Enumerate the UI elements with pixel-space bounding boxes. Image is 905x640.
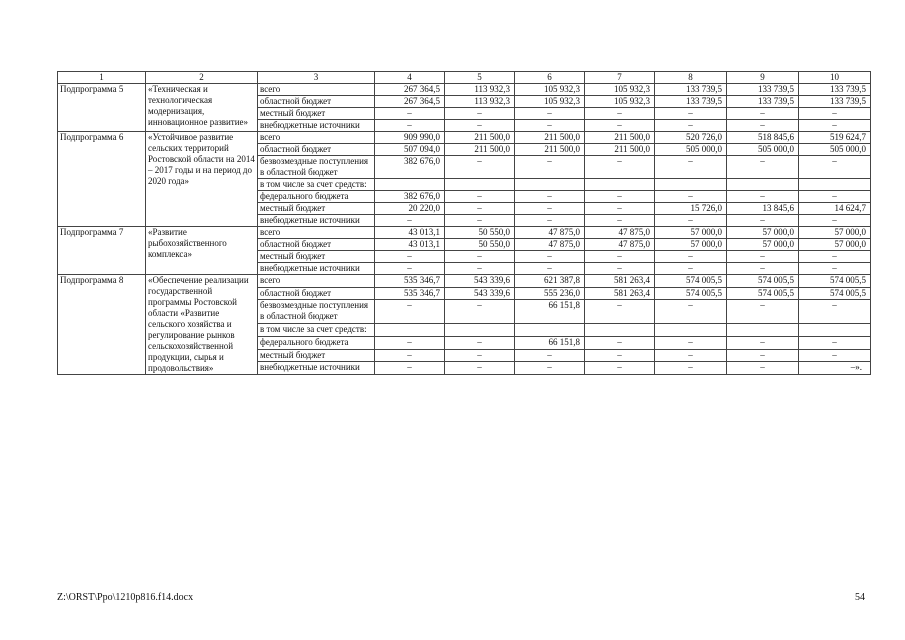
value-cell: –	[727, 263, 799, 275]
funding-source-label: местный бюджет	[258, 108, 375, 120]
value-cell: –	[585, 349, 655, 362]
value-cell: 267 364,5	[375, 84, 445, 96]
funding-source-label: в том числе за счет средств:	[258, 324, 375, 337]
value-cell: 574 005,5	[655, 287, 727, 300]
value-cell: –	[515, 263, 585, 275]
value-cell: –	[585, 156, 655, 179]
value-cell: 105 932,3	[585, 84, 655, 96]
funding-source-label: всего	[258, 132, 375, 144]
subprogram-name: «Техническая и технологическая модернизация, инновационное развитие»	[146, 84, 258, 132]
value-cell: –	[799, 251, 871, 263]
value-cell: 505 000,0	[799, 144, 871, 156]
funding-source-label: всего	[258, 275, 375, 288]
value-cell: –	[655, 263, 727, 275]
value-cell: 133 739,5	[799, 84, 871, 96]
value-cell: –	[515, 215, 585, 227]
subprogram-code: Подпрограмма 5	[58, 84, 146, 132]
funding-source-label: местный бюджет	[258, 349, 375, 362]
value-cell: –	[445, 251, 515, 263]
value-cell: –	[445, 349, 515, 362]
value-cell: 543 339,6	[445, 287, 515, 300]
value-cell: –	[445, 108, 515, 120]
funding-source-label: областной бюджет	[258, 287, 375, 300]
value-cell: 43 013,1	[375, 239, 445, 251]
funding-source-label: местный бюджет	[258, 251, 375, 263]
value-cell: 211 500,0	[445, 144, 515, 156]
value-cell: 57 000,0	[799, 239, 871, 251]
value-cell: 113 932,3	[445, 96, 515, 108]
value-cell: –	[727, 337, 799, 350]
value-cell	[799, 179, 871, 191]
column-header: 9	[727, 72, 799, 84]
funding-source-label: местный бюджет	[258, 203, 375, 215]
value-cell: 113 932,3	[445, 84, 515, 96]
value-cell: –	[799, 263, 871, 275]
value-cell: –	[375, 215, 445, 227]
value-cell: –	[515, 108, 585, 120]
value-cell: –	[515, 156, 585, 179]
funding-source-label: всего	[258, 227, 375, 239]
value-cell: 66 151,8	[515, 337, 585, 350]
value-cell: 555 236,0	[515, 287, 585, 300]
value-cell: –	[515, 362, 585, 375]
value-cell: –	[727, 108, 799, 120]
funding-source-label: безвозмездные поступления в областной бюджет	[258, 156, 375, 179]
value-cell: –	[445, 362, 515, 375]
value-cell: 20 220,0	[375, 203, 445, 215]
value-cell: –	[655, 300, 727, 324]
value-cell: –	[655, 349, 727, 362]
value-cell: –	[655, 156, 727, 179]
value-cell: –	[585, 108, 655, 120]
value-cell	[515, 179, 585, 191]
value-cell: –	[515, 251, 585, 263]
funding-source-label: федерального бюджета	[258, 337, 375, 350]
value-cell: 47 875,0	[515, 227, 585, 239]
value-cell	[585, 179, 655, 191]
funding-source-label: федерального бюджета	[258, 191, 375, 203]
value-cell: –	[799, 337, 871, 350]
table-body	[58, 72, 871, 375]
value-cell: –	[375, 300, 445, 324]
value-cell: –	[799, 349, 871, 362]
value-cell: 57 000,0	[799, 227, 871, 239]
value-cell: 574 005,5	[727, 275, 799, 288]
value-cell: –	[585, 300, 655, 324]
funding-source-label: внебюджетные источники	[258, 215, 375, 227]
subprogram-name: «Развитие рыбохозяйственного комплекса»	[146, 227, 258, 275]
value-cell	[515, 324, 585, 337]
value-cell: 519 624,7	[799, 132, 871, 144]
value-cell: –	[375, 251, 445, 263]
value-cell: 47 875,0	[585, 227, 655, 239]
value-cell: 57 000,0	[727, 239, 799, 251]
value-cell	[375, 324, 445, 337]
column-header: 8	[655, 72, 727, 84]
value-cell: –	[655, 215, 727, 227]
value-cell: –	[445, 215, 515, 227]
value-cell: –	[655, 191, 727, 203]
value-cell: –	[375, 362, 445, 375]
table-row	[58, 275, 871, 288]
value-cell: 520 726,0	[655, 132, 727, 144]
value-cell: 13 845,6	[727, 203, 799, 215]
value-cell: 518 845,6	[727, 132, 799, 144]
value-cell: –	[727, 251, 799, 263]
value-cell: 543 339,6	[445, 275, 515, 288]
value-cell: 105 932,3	[515, 84, 585, 96]
value-cell: –	[655, 362, 727, 375]
value-cell: 581 263,4	[585, 287, 655, 300]
column-header: 10	[799, 72, 871, 84]
value-cell: 105 932,3	[585, 96, 655, 108]
value-cell: –	[799, 300, 871, 324]
value-cell: 574 005,5	[799, 275, 871, 288]
value-cell: –	[375, 263, 445, 275]
value-cell: 581 263,4	[585, 275, 655, 288]
value-cell: –	[375, 349, 445, 362]
value-cell: –	[585, 362, 655, 375]
value-cell: 105 932,3	[515, 96, 585, 108]
column-header: 4	[375, 72, 445, 84]
value-cell: 267 364,5	[375, 96, 445, 108]
value-cell: –	[727, 156, 799, 179]
value-cell: –	[375, 108, 445, 120]
value-cell: –	[799, 215, 871, 227]
value-cell: –	[727, 120, 799, 132]
funding-source-label: в том числе за счет средств:	[258, 179, 375, 191]
subprogram-name: «Устойчивое развитие сельских территорий Ростовской области на 2014 – 2017 годы и на период до 2020 года»	[146, 132, 258, 227]
value-cell: –	[585, 263, 655, 275]
value-cell: –».	[799, 362, 871, 375]
column-header: 5	[445, 72, 515, 84]
value-cell: 14 624,7	[799, 203, 871, 215]
value-cell: –	[585, 120, 655, 132]
value-cell: –	[515, 120, 585, 132]
funding-source-label: областной бюджет	[258, 239, 375, 251]
value-cell: –	[799, 191, 871, 203]
value-cell: –	[515, 349, 585, 362]
value-cell	[375, 179, 445, 191]
value-cell: –	[585, 203, 655, 215]
value-cell: –	[445, 337, 515, 350]
value-cell: –	[375, 120, 445, 132]
value-cell: 133 739,5	[727, 84, 799, 96]
value-cell: 133 739,5	[799, 96, 871, 108]
value-cell: –	[727, 191, 799, 203]
value-cell: –	[445, 203, 515, 215]
subprogram-code: Подпрограмма 8	[58, 275, 146, 375]
value-cell: –	[655, 108, 727, 120]
value-cell: –	[799, 108, 871, 120]
funding-source-label: внебюджетные источники	[258, 120, 375, 132]
column-header: 6	[515, 72, 585, 84]
value-cell	[445, 324, 515, 337]
subprogram-code: Подпрограмма 6	[58, 132, 146, 227]
value-cell: 211 500,0	[515, 132, 585, 144]
funding-source-label: внебюджетные источники	[258, 362, 375, 375]
value-cell: 505 000,0	[655, 144, 727, 156]
funding-source-label: областной бюджет	[258, 96, 375, 108]
value-cell	[445, 179, 515, 191]
value-cell: –	[445, 191, 515, 203]
subprogram-code: Подпрограмма 7	[58, 227, 146, 275]
table-row	[58, 132, 871, 144]
value-cell: 909 990,0	[375, 132, 445, 144]
value-cell: 66 151,8	[515, 300, 585, 324]
value-cell: 50 550,0	[445, 239, 515, 251]
value-cell	[655, 324, 727, 337]
value-cell: –	[445, 300, 515, 324]
funding-source-label: внебюджетные источники	[258, 263, 375, 275]
value-cell: 621 387,8	[515, 275, 585, 288]
value-cell: –	[585, 251, 655, 263]
value-cell	[727, 179, 799, 191]
page-number: 54	[855, 592, 865, 603]
value-cell: –	[799, 156, 871, 179]
value-cell: –	[727, 215, 799, 227]
value-cell: 574 005,5	[727, 287, 799, 300]
value-cell: 57 000,0	[655, 239, 727, 251]
value-cell: 211 500,0	[585, 132, 655, 144]
value-cell: 382 676,0	[375, 156, 445, 179]
budget-table	[57, 71, 871, 375]
value-cell: 57 000,0	[727, 227, 799, 239]
value-cell	[727, 324, 799, 337]
value-cell: –	[515, 191, 585, 203]
value-cell: –	[655, 337, 727, 350]
value-cell	[655, 179, 727, 191]
value-cell: –	[375, 337, 445, 350]
value-cell	[799, 324, 871, 337]
value-cell: –	[585, 191, 655, 203]
funding-source-label: безвозмездные поступления в областной бюджет	[258, 300, 375, 324]
value-cell: –	[585, 215, 655, 227]
value-cell: 50 550,0	[445, 227, 515, 239]
value-cell: 505 000,0	[727, 144, 799, 156]
column-header: 3	[258, 72, 375, 84]
value-cell: –	[727, 362, 799, 375]
column-header: 2	[146, 72, 258, 84]
value-cell: –	[445, 120, 515, 132]
value-cell: 133 739,5	[727, 96, 799, 108]
value-cell: 535 346,7	[375, 287, 445, 300]
value-cell: –	[727, 349, 799, 362]
table-row	[58, 227, 871, 239]
subprogram-name: «Обеспечение реализации государственной программы Ростовской области «Развитие сельского хозяйства и регулирование рынков сельскохозяйственной продукции, сырья и продовольствия»	[146, 275, 258, 375]
value-cell: 47 875,0	[515, 239, 585, 251]
value-cell: 574 005,5	[799, 287, 871, 300]
value-cell: –	[727, 300, 799, 324]
value-cell	[585, 324, 655, 337]
value-cell: –	[655, 251, 727, 263]
value-cell: 574 005,5	[655, 275, 727, 288]
funding-source-label: областной бюджет	[258, 144, 375, 156]
footer-file-path: Z:\ORST\Ppo\1210p816.f14.docx	[57, 592, 194, 603]
table-row	[58, 84, 871, 96]
value-cell: –	[585, 337, 655, 350]
value-cell: 211 500,0	[585, 144, 655, 156]
value-cell: –	[655, 120, 727, 132]
value-cell: 535 346,7	[375, 275, 445, 288]
value-cell: 133 739,5	[655, 96, 727, 108]
value-cell: 382 676,0	[375, 191, 445, 203]
value-cell: 507 094,0	[375, 144, 445, 156]
value-cell: 15 726,0	[655, 203, 727, 215]
value-cell: 43 013,1	[375, 227, 445, 239]
column-header: 7	[585, 72, 655, 84]
value-cell: 133 739,5	[655, 84, 727, 96]
value-cell: –	[515, 203, 585, 215]
value-cell: 47 875,0	[585, 239, 655, 251]
header-row	[58, 72, 871, 84]
value-cell: 211 500,0	[515, 144, 585, 156]
funding-source-label: всего	[258, 84, 375, 96]
column-header: 1	[58, 72, 146, 84]
value-cell: 57 000,0	[655, 227, 727, 239]
value-cell: –	[445, 156, 515, 179]
value-cell: 211 500,0	[445, 132, 515, 144]
value-cell: –	[445, 263, 515, 275]
value-cell: –	[799, 120, 871, 132]
